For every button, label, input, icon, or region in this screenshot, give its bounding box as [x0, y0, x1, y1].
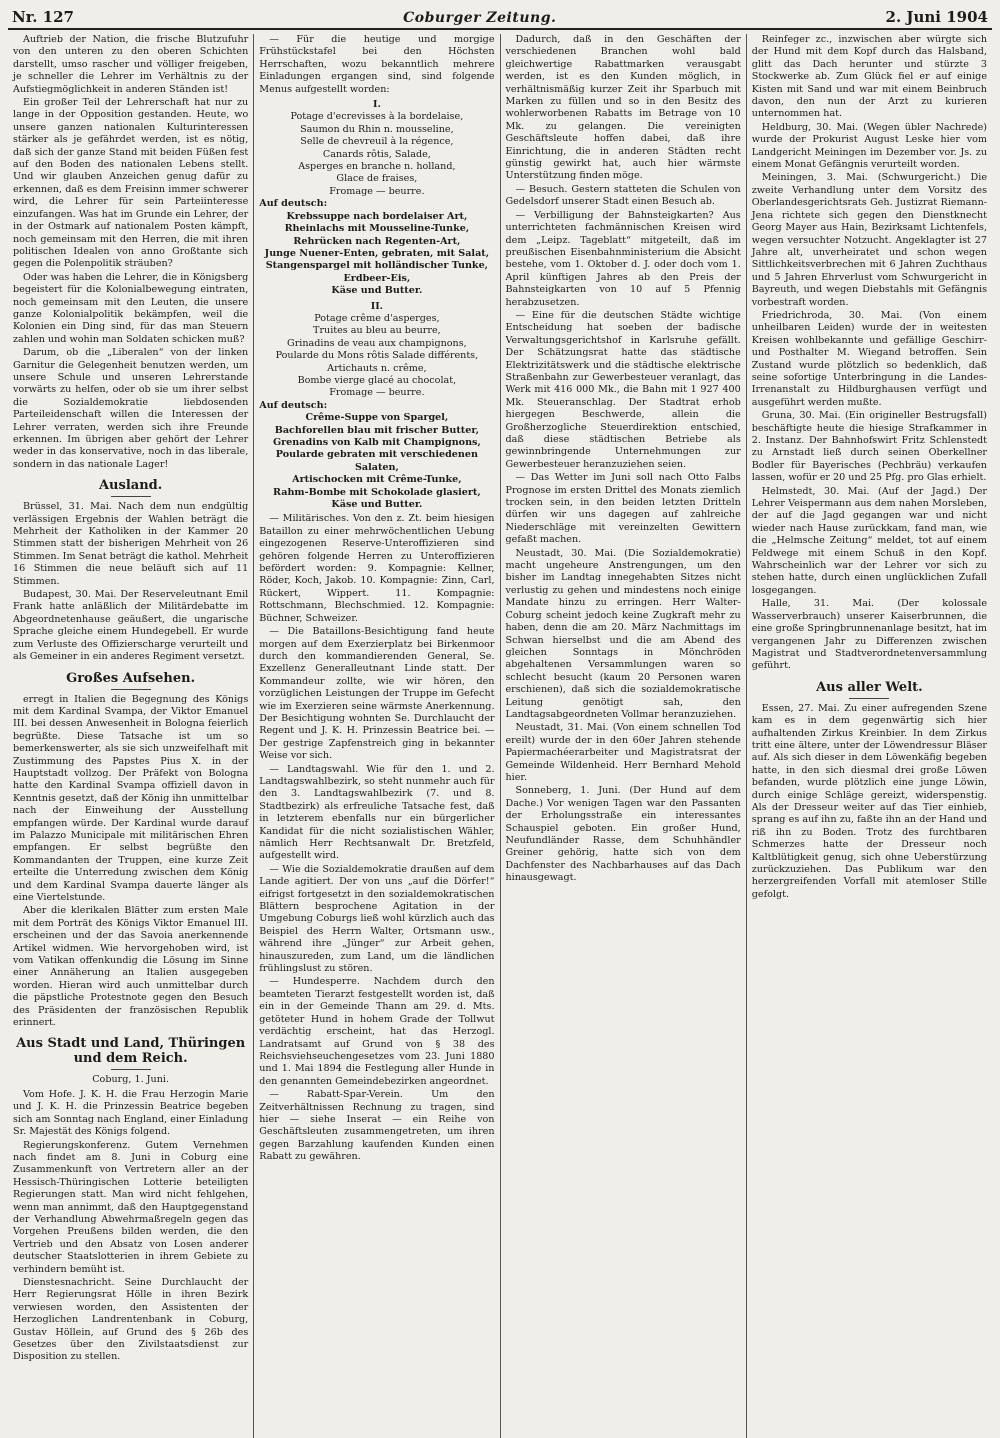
- column-1: [8, 34, 253, 1438]
- menu-line-de: Stangenspargel mit holländischer Tunke,: [265, 260, 489, 272]
- news-item: Halle, 31. Mai. (Der kolossale Wasserverbrauch) unserer Kaiserbrunnen, die eine große Springbrunnenanlage besitzt, hat im vergangenen Jahr zu Differenzen zwischen Magistrat und Stadtverordnetenversammlung geführt.: [751, 598, 987, 672]
- menu-line-de: Rehrücken nach Regenten-Art,: [293, 235, 461, 247]
- menu-line-de: Junge Nuener-Enten, gebraten, mit Salat,: [264, 247, 490, 259]
- menu-line-de: Erdbeer-Eis,: [343, 272, 411, 284]
- menu-1: [259, 99, 494, 298]
- news-item: — Das Wetter im Juni soll nach Otto Falbs Prognose im ersten Drittel des Monats ziemlich trocken sein, in den beiden letzten Dritteln dürfen wir uns dagegen auf zahlreiche Niederschläge mit vereinzelten Gewittern gefaßt machen.: [505, 472, 741, 546]
- columns: [8, 34, 992, 1438]
- article-paragraph: Oder was haben die Lehrer, die in Königsberg begeistert für die Kolonialbewegung eintraten, noch gemeinsam mit den Leuten, die unsere ganze Kolonialpolitik bekämpfen, weil die Kolonien ein Ding sind, für das man Steuern zahlen und wohin man Soldaten schicken muß?: [13, 271, 249, 345]
- menu-line: Selle de chevreuil à la régence,: [300, 136, 454, 148]
- menu-line: Bombe vierge glacé au chocolat,: [297, 374, 457, 386]
- news-item: — Eine für die deutschen Städte wichtige Entscheidung hat soeben der badische Verwaltungsgerichtshof in Karlsruhe gefällt. Der Schätzungsrat hatte das städtische Elektrizitätswerk und die städtische elektrische Straßenbahn zur Gewerbesteuer veranlagt, das Werk mit 416 000 Mk., die Bahn mit 1 927 400 Mk. Steueranschlag. Der Stadtrat erhob hiergegen Beschwerde, allein die Großherzogliche Steuerdirektion entschied, daß diese städtischen Betriebe als gewinnbringende Unternehmungen zur Gewerbesteuer heranzuziehen seien.: [505, 309, 741, 470]
- news-item: erregt in Italien die Begegnung des Königs mit dem Kardinal Svampa, der Viktor Emanuel III. bei dessen Anwesenheit in Bologna feierlich begrüßte. Diese Tatsache ist um so bemerkenswerter, als sie sich unzweifelhaft mit Zustimmung des Papstes Pius X. in der Hauptstadt vollzog. Der Präfekt von Bologna hatte den Kardinal Svampa offiziell davon in Kenntnis gesetzt, daß der König ihn unmittelbar nach der Einweihung der Ausstellung empfangen würde. Der Kardinal wurde darauf im Palazzo Municipale mit militärischen Ehren empfangen. Er selbst begrüßte den Kommandanten der Truppen, eine kurze Zeit erteilte die Unterredung zwischen dem König und dem Kardinal Svampa dauerte länger als eine Viertelstunde.: [13, 693, 249, 903]
- issue-date: 2. Juni 1904: [885, 8, 988, 26]
- menu-line-de: Käse und Butter.: [331, 285, 423, 297]
- news-item: — Hundesperre. Nachdem durch den beamteten Tierarzt festgestellt worden ist, daß ein in der Gemeinde Thann am 29. d. Mts. getöteter Hund in hohem Grade der Tollwut verdächtig erscheint, hat das Herzogl. Landratsamt auf Grund von § 38 des Reichsviehseuchengesetzes vom 23. Juni 1880 und 1. Mai 1894 die Festlegung aller Hunde in den genannten Gemeindebezirken angeordnet.: [259, 976, 495, 1087]
- menu-line-de: Poularde gebraten mit verschiedenen Salaten,: [275, 449, 478, 473]
- menu-2: [259, 301, 494, 512]
- news-item: Aber die klerikalen Blätter zum ersten Male mit dem Porträt des Königs Viktor Emanuel III. erscheinen und der das Savoia anerkennende Artikel widmen. Wie hervorgehoben wird, ist vom Vatikan offenkundig die Lösung im Sinne einer Annäherung an Italien ausgegeben worden. Hieran wird auch unmittelbar durch die päpstliche Protestnote gegen den Besuch des Präsidenten der französischen Republik erinnert.: [13, 905, 249, 1029]
- news-item: Heldburg, 30. Mai. (Wegen übler Nachrede) wurde der Prokurist August Leske hier vom Landgericht Meiningen im Dezember vor. Js. zu einem Monat Gefängnis verurteilt worden.: [751, 121, 987, 171]
- news-item: — Militärisches. Von den z. Zt. beim hiesigen Bataillon zu einer mehrwöchentlichen Uebung eingezogenen Reserve-Unteroffizieren sind gehören folgende Herren zu Unteroffizieren befördert worden: 9. Kompagnie: Kellner, Röder, Koch, Jakob. 10. Kompagnie: Zinn, Carl, Rückert, Wippert. 11. Kompagnie: Rottschmann, Blechschmied. 12. Kompagnie: Büchner, Schweizer.: [259, 513, 495, 624]
- news-item-menus: — Für die heutige und morgige Frühstückstafel bei den Höchsten Herrschaften, wozu bekanntlich mehrere Einladungen ergangen sind, sind folgende Menus aufgestellt worden:: [259, 34, 495, 95]
- menu-line: Asperges en branche n. holland,: [298, 161, 456, 173]
- news-item: Helmstedt, 30. Mai. (Auf der Jagd.) Der Lehrer Veispermann aus dem nahen Morsleben, der auf die Jagd gegangen war und nicht wieder nach Hause zurückkam, fand man, wie die „Helmsche Zeitung“ meldet, tot auf einem Feldwege mit einem Schuß in den Kopf. Wahrscheinlich war der Lehrer vor sich zu stehen hatte, durch einen unglücklichen Zufall losgegangen.: [751, 485, 987, 596]
- menu-line: Fromage — beurre.: [329, 387, 425, 399]
- news-item: — Landtagswahl. Wie für den 1. und 2. Landtagswahlbezirk, so steht nunmehr auch für den 3. Landtagswahlbezirk (7. und 8. Stadtbezirk) als erfreuliche Tatsache fest, daß in letzterem ebenfalls nur ein bürgerlicher Kandidat für die nicht sozialistischen Wähler, nämlich Herr Rechtsanwalt Dr. Bretzfeld, aufgestellt wird.: [259, 763, 495, 862]
- menu-numeral: I.: [372, 99, 381, 111]
- heading-rule: [111, 496, 151, 497]
- section-heading-aufsehen: Großes Aufsehen.: [66, 670, 196, 686]
- menu-line: Glace de fraises,: [336, 173, 418, 185]
- news-item: Sonneberg, 1. Juni. (Der Hund auf dem Dache.) Vor wenigen Tagen war den Passanten der Erholungsstraße ein interessantes Schauspiel geboten. Ein großer Hund, Neufundländer Rasse, dem Schuhhändler Greiner gehörig, hatte sich von dem Dachfenster des Nachbarhauses auf das Dach hinausgewagt.: [505, 785, 741, 884]
- menu-line-de: Krebssuppe nach bordelaiser Art,: [286, 210, 468, 222]
- menu-label: Auf deutsch:: [259, 399, 328, 411]
- news-item: Dadurch, daß in den Geschäften der verschiedenen Branchen wohl bald gleichwertige Rabattmarken verausgabt werden, ist es den Kunden möglich, in verhältnismäßig kurzer Zeit ihr Sparbuch mit Marken zu füllen und so in den Besitz des wohlerworbenen Rabatts im Betrage von 10 Mk. zu gelangen. Die vereinigten Geschäftsleute hoffen dabei, daß ihre Einrichtung, die in anderen Städten recht günstig gewirkt hat, auch hier wärmste Unterstützung finden möge.: [505, 34, 741, 182]
- news-item: Essen, 27. Mai. Zu einer aufregenden Szene kam es in dem gegenwärtig sich hier aufhaltenden Zirkus Kreinbier. In dem Zirkus tritt eine ältere, unter der Löwendressur Bläser auf. Als sich dieser in dem Löwenkäfig begeben hatte, in den sich diesmal drei große Löwen befanden, wurde plötzlich eine junge Löwin, durch einige Schläge gereizt, widerspenstig. Als der Dresseur weiter auf das Tier einhieb, sprang es auf ihn zu, faßte ihn an der Hand und riß ihn zu Boden. Trotz des furchtbaren Schmerzes hatte der Dresseur noch Kaltblütigkeit genug, sich ohne Ueberstürzung zurückzuziehen. Das Publikum war den herzergreifenden Vorfall mit atemloser Stille gefolgt.: [751, 702, 987, 900]
- news-item: — Wie die Sozialdemokratie draußen auf dem Lande agitiert. Der von uns „auf die Dörfer!“ eifrigst fortgesetzt in den sozialdemokratischen Blättern besprochene Agitation in der Umgebung Coburgs ließ wohl kürzlich auch das Beispiel des Herrn Walter, Ortsmann usw., während ihre „Jünger“ zur Arbeit gehen, hinauszureden, zum Land, um die ländlichen frühlingslust zu stören.: [259, 863, 495, 975]
- menu-line-de: Käse und Butter.: [331, 499, 423, 511]
- news-item: Brüssel, 31. Mai. Nach dem nun endgültig verlässigen Ergebnis der Wahlen beträgt die Mehrheit der Katholiken in der Kammer 20 Stimmen statt der bisherigen Mehrheit von 26 Stimmen. Im Senat beträgt die kathol. Mehrheit 16 Stimmen die neue beläuft sich auf 11 Stimmen.: [13, 501, 249, 587]
- menu-line-de: Rheinlachs mit Mousseline-Tunke,: [284, 223, 470, 235]
- news-item: — Verbilligung der Bahnsteigkarten? Aus unterrichteten fachmännischen Kreisen wird dem „Leipz. Tageblatt“ mitgeteilt, daß im preußischen Eisenbahnministerium die Absicht bestehe, vom 1. Oktober d. J. oder doch vom 1. April künftigen Jahres ab den Preis der Bahnsteigkarten von 10 auf 5 Pfennig herabzusetzen.: [505, 209, 741, 308]
- article-paragraph: Ein großer Teil der Lehrerschaft hat nur zu lange in der Opposition gestanden. Heute, wo unsere ganzen nationalen Kulturinteressen stärker als je gefährdet werden, ist es nötig, daß sich der ganze Stand mit beiden Füßen fest auf den Boden des nationalen Lebens stellt. Und wir glauben Anzeichen genug dafür zu erkennen, daß es dem Freisinn immer schwerer wird, die Lehrer für sein Parteiinteresse einzufangen. Was hat im Grunde ein Lehrer, der in der Ostmark auf nationalem Posten kämpft, noch gemeinsam mit den Herren, die mit ihren politischen Idealen von anno Großtante sich gegen die Polenpolitik sträuben?: [13, 97, 249, 270]
- column-3: [500, 34, 746, 1438]
- menu-line: Fromage — beurre.: [329, 185, 425, 197]
- menu-line: Potage crême d'asperges,: [314, 312, 440, 324]
- menu-line: Canards rôtis, Salade,: [322, 148, 431, 160]
- heading-rule: [111, 1069, 151, 1070]
- news-item: Neustadt, 31. Mai. (Von einem schnellen Tod ereilt) wurde der in den 60er Jahren stehende Papiermachéerarbeiter und Magistratsrat der Gemeinde Wildenheid. Herr Bernhard Mehold hier.: [505, 722, 741, 783]
- menu-line-de: Bachforellen blau mit frischer Butter,: [274, 424, 480, 436]
- menu-line: Potage d'ecrevisses à la bordelaise,: [290, 111, 464, 123]
- issue-number: Nr. 127: [12, 8, 74, 26]
- news-item: Gruna, 30. Mai. (Ein origineller Bestrugsfall) beschäftigte heute die hiesige Strafkammer in 2. Instanz. Der Bahnhofswirt Fritz Schlenstedt zu Arnstadt ließ durch seinen Oberkellner Bodler für Bayerisches (Pechbräu) verkaufen lassen, wofür er 20 und 25 Pfg. pro Glas erhielt.: [751, 410, 987, 484]
- news-item: — Rabatt-Spar-Verein. Um den Zeitverhältnissen Rechnung zu tragen, sind hier — siehe Inserat — ein Reihe von Geschäftsleuten zusammengetreten, um ihren gegen Barzahlung kaufenden Kunden einen Rabatt zu gewähren.: [259, 1089, 495, 1163]
- column-2: [253, 34, 499, 1438]
- section-heading-ausland: Ausland.: [98, 478, 163, 494]
- column-4: [746, 34, 992, 1438]
- menu-line: Truites au bleu au beurre,: [313, 325, 441, 337]
- menu-line-de: Artischocken mit Crême-Tunke,: [292, 474, 462, 486]
- menu-line: Saumon du Rhin n. mousseline,: [300, 123, 454, 135]
- news-item: Budapest, 30. Mai. Der Reserveleutnant Emil Frank hatte anläßlich der Militärdebatte im Abgeordnetenhause geäußert, die ungarische Sprache gleiche einem Hundegebell. Er wurde zum Verluste des Offizierscharge verurteilt und als Gemeiner in ein anderes Regiment versetzt.: [13, 589, 249, 663]
- menu-line-de: Crême-Suppe von Spargel,: [305, 412, 449, 424]
- news-item: Vom Hofe. J. K. H. die Frau Herzogin Marie und J. K. H. die Prinzessin Beatrice begeben sich am Sonntag nach England, einer Einladung Sr. Majestät des Königs folgend.: [13, 1088, 249, 1138]
- news-item: Dienstesnachricht. Seine Durchlaucht der Herr Regierungsrat Hölle in ihren Bezirk verwiesen worden, den Assistenten der Herzoglichen Landrentenbank in Coburg, Gustav Höllein, auf Grund des § 26b des Gesetzes über den Zivilstaatsdienst zur Disposition zu stellen.: [13, 1276, 249, 1363]
- news-item: Meiningen, 3. Mai. (Schwurgericht.) Die zweite Verhandlung unter dem Vorsitz des Oberlandesgerichtsrats Geh. Justizrat Riemann-Jena richtete sich gegen den Dienstknecht Georg Mayer aus Hain, Bezirksamt Lichtenfels, wegen versuchter Notzucht. Angeklagter ist 27 Jahre alt, unverheiratet und schon wegen Sittlichkeitsverbrechen mit 6 Jahren Zuchthaus und 5 Jahren Ehrverlust vom Schwurgericht in Bayreuth, und wegen Diebstahls mit Gefängnis vorbestraft worden.: [751, 172, 987, 308]
- menu-label: Auf deutsch:: [259, 198, 328, 210]
- menu-line-de: Grenadins von Kalb mit Champignons,: [272, 437, 481, 448]
- menu-line: Grinadins de veau aux champignons,: [287, 337, 467, 349]
- section-heading-welt: Aus aller Welt.: [816, 679, 923, 695]
- news-item: Reinfeger zc., inzwischen aber würgte sich der Hund mit dem Kopf durch das Halsband, glitt das Dach herunter und stürzte 3 Stockwerke ab. Zum Glück fiel er auf einige Kisten mit Sand und war mit einem Beinbruch davon, den nun der Arzt zu kurieren unternommen hat.: [751, 34, 987, 120]
- menu-line: Poularde du Mons rôtis Salade différents,: [275, 350, 479, 362]
- news-item: Neustadt, 30. Mai. (Die Sozialdemokratie) macht ungeheure Anstrengungen, um den bisher im Landtag innegehabten Sitzes nicht verlustig zu gehen und mindestens noch einige Mandate hinzu zu erringen. Herr Walter-Coburg scheint jedoch keine Zugkraft mehr zu haben, denn die am 20. März Nachmittags im Schwan hierselbst und die am Abend des gleichen Sonntags in Mönchröden abgehaltenen Versammlungen waren so schlecht besucht (kaum 20 Personen waren erschienen), daß sich die sozialdemokratische Leitung genötigt sah, den Landtagsabgeordneten Vollmar heranzuziehen.: [505, 547, 741, 720]
- news-item: Friedrichroda, 30. Mai. (Von einem unheilbaren Leiden) wurde der in weitesten Kreisen wohlbekannte und gefällige Geschirr- und Posthalter M. Wiegand betroffen. Sein Zustand wurde plötzlich so bedenklich, daß seine sofortige Unterbringung in die Landes-Irrenanstalt zu Hildburghausen verfügt und ausgeführt werden mußte.: [751, 309, 987, 408]
- menu-numeral: II.: [370, 300, 384, 312]
- menu-line: Artichauts n. crême,: [327, 362, 427, 374]
- news-item: — Die Bataillons-Besichtigung fand heute morgen auf dem Exerzierplatz bei Birkenmoor durch den kommandierenden General, Se. Exzellenz Generalleutnant Linde statt. Der Kommandeur zollte, wie wir hören, den vorzüglichen Leistungen der Truppe im Gefecht wie im Exerzieren seine wärmste Anerkennung. Der Besichtigung wohnten Se. Durchlaucht der Regent und J. K. H. Prinzessin Beatrice bei. — Der gestrige Zapfenstreich ging in bekannter Weise vor sich.: [259, 626, 495, 762]
- news-item: Regierungskonferenz. Gutem Vernehmen nach findet am 8. Juni in Coburg eine Zusammenkunft von Vertretern aller an der Hessisch-Thüringischen Lotterie beteiligten Regierungen statt. Man wird nicht fehlgehen, wenn man annimmt, daß den Hauptgegenstand der Verhandlung Abwehrmaßregeln gegen das Vorgehen Preußens bilden werden, die den Vertrieb und den Absatz von Losen anderer deutscher Staatslotterien in ihrem Gebiete zu verhindern bemüht ist.: [13, 1139, 249, 1275]
- masthead: [8, 6, 992, 30]
- article-paragraph: Auftrieb der Nation, die frische Blutzufuhr von den unteren zu den oberen Schichten darstellt, umso rascher und völliger freigeben, je schneller die Lehrer im Verhältnis zu der Aufstiegmöglichkeit in anderen Ständen ist!: [13, 34, 249, 95]
- article-paragraph: Darum, ob die „Liberalen“ von der linken Garnitur die Gelegenheit benutzen werden, um unsere Schule und unseren Lehrerstande vorwärts zu helfen, oder ob sie um ihrer selbst die Sozialdemokratie liebdosenden Parteileidenschaft willen die Interessen der Lehrer verraten, werden sich ihre Freunde erkennen. Im übrigen aber gehört der Lehrer weder in das konservative, noch in das liberale, sondern in das nationale Lager!: [13, 347, 249, 470]
- menu-line-de: Rahm-Bombe mit Schokolade glasiert,: [273, 486, 481, 498]
- newspaper-title: Coburger Zeitung.: [403, 10, 557, 26]
- dateline: Coburg, 1. Juni.: [92, 1074, 170, 1086]
- news-item: — Besuch. Gestern statteten die Schulen von Gedelsdorf unserer Stadt einen Besuch ab.: [505, 183, 741, 208]
- section-heading-stadt: Aus Stadt und Land, Thüringen und dem Reich.: [16, 1036, 246, 1067]
- heading-rule: [849, 698, 889, 699]
- heading-rule: [111, 689, 151, 690]
